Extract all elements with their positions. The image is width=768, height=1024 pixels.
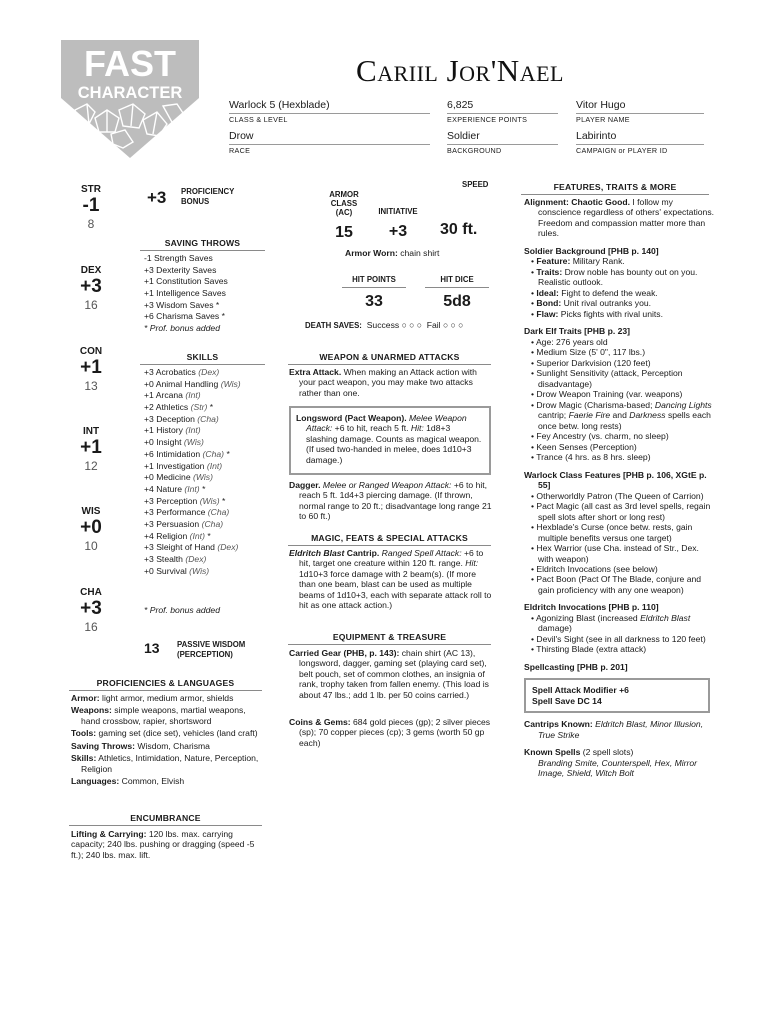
invocation: • Devil's Sight (see in all darkness to 120 feet) <box>531 633 706 644</box>
proficiencies-title: PROFICIENCIES & LANGUAGES <box>69 678 262 691</box>
death-save-fail-circles[interactable]: ○ ○ ○ <box>442 320 464 330</box>
skill-row <box>144 390 241 402</box>
skills-title: SKILLS <box>140 352 265 365</box>
spell-save-dc: Spell Save DC 14 <box>532 695 602 706</box>
saving-throws-list <box>144 253 228 335</box>
ability-str <box>62 184 120 232</box>
warlock-feature: • Pact Boon (Pact Of The Blade, conjure and gain proficiency with any one weapon) <box>531 574 702 595</box>
skill-modifier: +3 <box>144 413 154 424</box>
saving-throw-wis: +3 Wisdom Saves * <box>144 299 220 310</box>
skill-row <box>144 472 241 484</box>
ability-modifier: -1 <box>82 195 100 217</box>
saving-throw-cha: +6 Charisma Saves * <box>144 311 225 322</box>
elf-trait-drow-magic: • Drow Magic (Charisma-based; Dancing Lights cantrip; Faerie Fire and Darkness spells each once betw. long rests) <box>531 399 712 431</box>
skill-ability: (Int) <box>185 425 201 436</box>
skill-ability: (Int) <box>184 483 200 494</box>
alignment: Alignment: Chaotic Good. I follow my conscience regardless of others' expectations. Freedom and compassion matter more than rules. <box>524 197 714 239</box>
background-field <box>447 130 558 156</box>
soldier-bond: • Bond: Unit rival outranks you. <box>531 298 652 309</box>
saving-throw-str: -1 Strength Saves <box>144 253 213 263</box>
saving-throws-note: * Prof. bonus added <box>144 323 220 334</box>
invocation: • Thirsting Blade (extra attack) <box>531 644 647 655</box>
eldritch-blast: Eldritch Blast Cantrip. Ranged Spell Attack: +6 to hit, target one creature within 120 ft. range. Hit: 1d10+3 force damage with 2 beam(s). (If more than one beam, blast can be used as multiple beams of 1d10+3, each with separate attack roll to hit as one attack action.) <box>289 548 492 611</box>
skill-row <box>144 566 241 578</box>
skill-ability: (Cha) <box>202 448 225 459</box>
magic-title: MAGIC, FEATS & SPECIAL ATTACKS <box>288 533 491 546</box>
attacks-title: WEAPON & UNARMED ATTACKS <box>288 352 491 365</box>
initiative-value: +3 <box>388 222 408 240</box>
skill-ability: (Cha) <box>201 518 224 529</box>
prof-armor: Armor: light armor, medium armor, shields <box>71 693 234 703</box>
soldier-ideal: • Ideal: Fight to defend the weak. <box>531 287 658 298</box>
skill-name: Medicine <box>156 472 191 483</box>
skill-ability: (Wis) <box>193 472 213 483</box>
skill-row <box>144 461 241 473</box>
skill-modifier: +2 <box>144 402 154 413</box>
ability-modifier: +1 <box>80 357 102 379</box>
ability-score: 8 <box>87 217 95 232</box>
warlock-feature: • Hex Warrior (use Cha. instead of Str., Dex. with weapon) <box>531 543 699 564</box>
skill-name: Perception <box>156 495 198 506</box>
class-level-field <box>229 99 430 125</box>
skill-name: History <box>156 425 183 436</box>
ability-score: 10 <box>84 539 98 554</box>
skill-name: Animal Handling <box>155 378 219 389</box>
warlock-feature: • Eldritch Invocations (see below) <box>531 563 658 574</box>
race-label: RACE <box>229 146 251 155</box>
skill-ability: (Int) <box>185 390 201 401</box>
skill-row <box>144 542 241 554</box>
proficiency-bonus-label: PROFICIENCY BONUS <box>181 187 235 206</box>
extra-attack: Extra Attack. When making an Attack action with your pact weapon, you may make two attacks rather than one. <box>289 367 477 398</box>
skill-name: Deception <box>156 413 195 424</box>
skill-row <box>144 367 241 379</box>
skill-ability: (Cha) <box>207 507 230 518</box>
skill-ability: (Int) <box>206 460 223 471</box>
background-label: BACKGROUND <box>447 146 502 155</box>
skill-name: Acrobatics <box>155 367 196 377</box>
race-field <box>229 130 430 156</box>
spellcasting-header: Spellcasting [PHB p. 201] <box>524 661 628 672</box>
hit-points-value: 33 <box>365 292 383 310</box>
campaign-value: Labirinto <box>576 130 617 142</box>
skill-name: Nature <box>156 483 182 494</box>
skill-ability: (Dex) <box>217 542 239 553</box>
known-spells-list: Branding Smite, Counterspell, Hex, Mirror Image, Shield, Witch Bolt <box>538 757 698 779</box>
armor-class-value: 15 <box>335 223 353 241</box>
initiative: INITIATIVE +3 <box>370 208 426 241</box>
skill-modifier: +4 <box>144 530 154 541</box>
hit-dice-value: 5d8 <box>443 292 471 310</box>
skill-modifier: +0 <box>144 472 154 483</box>
known-spells: Known Spells (2 spell slots) <box>524 747 634 758</box>
skill-ability: (Wis) <box>199 495 220 506</box>
soldier-feature: • Feature: Military Rank. <box>531 256 625 267</box>
encumbrance-text: Lifting & Carrying: 120 lbs. max. carrying capacity; 240 lbs. pushing or dragging (speed -5 ft.); 240 lbs. max. lift. <box>71 829 255 860</box>
skill-name: Performance <box>156 507 206 518</box>
skill-proficient-mark: * <box>226 448 230 459</box>
skill-proficient-mark: * <box>209 402 214 413</box>
skill-name: Arcana <box>155 390 183 401</box>
elf-trait: • Superior Darkvision (120 feet) <box>531 357 651 368</box>
skill-ability: (Wis) <box>189 565 210 576</box>
skill-modifier: +1 <box>144 390 154 401</box>
passive-wisdom-value: 13 <box>144 640 160 656</box>
player-name-field <box>576 99 704 125</box>
elf-trait: • Sunlight Sensitivity (attack, Perception disadvantage) <box>531 368 683 389</box>
longsword-attack: Longsword (Pact Weapon). Melee Weapon Attack: +6 to hit, reach 5 ft. Hit: 1d8+3 slashing damage. Counts as magical weapon. (If used two-handed in melee, does 1d10+3 damage.) <box>296 413 482 465</box>
ability-modifier: +0 <box>80 517 102 539</box>
ability-name: WIS <box>81 506 101 517</box>
saving-throws-title: SAVING THROWS <box>140 238 265 251</box>
skill-name: Religion <box>156 530 188 541</box>
fast-character-logo <box>61 40 199 158</box>
player-name-label: PLAYER NAME <box>576 115 630 124</box>
death-saves: DEATH SAVES: Success ○ ○ ○ Fail ○ ○ ○ <box>305 320 464 330</box>
ability-dex <box>62 265 120 313</box>
class-level-label: CLASS & LEVEL <box>229 115 288 124</box>
skill-proficient-mark: * <box>207 530 211 541</box>
race-value: Drow <box>229 130 254 142</box>
skill-ability: (Int) <box>189 530 205 541</box>
logo-text-fast: FAST <box>83 43 177 84</box>
saving-throw-dex: +3 Dexterity Saves <box>144 264 217 275</box>
ability-int <box>62 426 120 474</box>
skill-name: Athletics <box>155 402 189 413</box>
speed-label: SPEED <box>462 180 489 189</box>
prof-languages: Languages: Common, Elvish <box>71 776 185 787</box>
skills-list <box>144 367 241 577</box>
elf-trait: • Trance (4 hrs. as 8 hrs. sleep) <box>531 452 651 463</box>
warlock-feature: • Pact Magic (all cast as 3rd level spells, regain spell slots after short or long rest) <box>531 501 711 522</box>
saving-throw-con: +1 Constitution Saves <box>144 276 228 287</box>
hit-dice: HIT DICE 5d8 <box>425 276 489 311</box>
ability-name: CHA <box>80 587 102 598</box>
prof-tools: Tools: gaming set (dice set), vehicles (land craft) <box>71 728 258 739</box>
skill-modifier: +3 <box>144 518 154 529</box>
longsword-box <box>289 406 491 475</box>
skill-proficient-mark: * <box>202 483 206 494</box>
prof-saving-throws: Saving Throws: Wisdom, Charisma <box>71 740 210 751</box>
ability-name: INT <box>82 426 100 437</box>
skill-name: Insight <box>156 437 182 448</box>
coins-gems: Coins & Gems: 684 gold pieces (gp); 2 silver pieces (sp); 70 copper pieces (cp); 3 gems (worth 50 gp each) <box>289 717 491 748</box>
elf-trait: • Age: 276 years old <box>531 336 608 347</box>
skill-modifier: +6 <box>144 448 154 459</box>
carried-gear: Carried Gear (PHB, p. 143): chain shirt (AC 13), longsword, dagger, gaming set (playing card set), belt pouch, set of common clothes, an insignia of rank, trophy taken from fallen enemy. (This load is about 47 lbs.; add 1 lb. per 50 coins carried.) <box>289 648 489 700</box>
skill-name: Stealth <box>156 554 183 564</box>
ability-name: CON <box>79 346 103 357</box>
warlock-feature: • Otherworldly Patron (The Queen of Carrion) <box>531 490 704 501</box>
invocations-header: Eldritch Invocations [PHB p. 110] <box>524 602 659 613</box>
ability-modifier: +3 <box>80 598 102 620</box>
skill-row <box>144 437 241 449</box>
elf-trait: • Medium Size (5' 0", 117 lbs.) <box>531 347 646 358</box>
dagger-attack: Dagger. Melee or Ranged Weapon Attack: +6 to hit, reach 5 ft. 1d4+3 piercing damage. (If thrown, normal range to 20 ft.; disadvantage long range 21 to 60 ft.) <box>289 480 492 522</box>
skill-name: Survival <box>156 565 187 576</box>
ability-modifier: +3 <box>80 276 102 298</box>
skill-proficient-mark: * <box>222 495 226 506</box>
skill-modifier: +0 <box>144 378 154 389</box>
character-name: Cariil Jor'Nael <box>356 53 564 88</box>
experience-value: 6,825 <box>447 99 474 111</box>
skill-row <box>144 402 241 414</box>
skill-ability: (Wis) <box>183 437 204 448</box>
ability-name: STR <box>81 184 101 195</box>
cantrips-known: Cantrips Known: Eldritch Blast, Minor Illusion, True Strike <box>524 719 704 740</box>
ability-score: 16 <box>84 620 98 635</box>
skill-row <box>144 531 241 543</box>
prof-weapons: Weapons: simple weapons, martial weapons, hand crossbow, rapier, shortsword <box>71 705 246 726</box>
warlock-header: Warlock Class Features [PHB p. 106, XGtE p. 55] <box>524 469 707 491</box>
invocation: • Agonizing Blast (increased Eldritch Blast damage) <box>531 612 691 634</box>
skill-name: Sleight of Hand <box>156 542 215 553</box>
elf-trait: • Drow Weapon Training (var. weapons) <box>531 389 683 400</box>
player-name-value: Vitor Hugo <box>576 99 626 111</box>
skill-modifier: +3 <box>144 507 154 518</box>
ability-name: DEX <box>80 265 102 276</box>
skill-row <box>144 554 241 566</box>
armor-class: ARMOR CLASS (AC) 15 <box>322 191 366 242</box>
logo-text-character: CHARACTER <box>77 84 183 102</box>
skill-ability: (Cha) <box>197 413 219 424</box>
ability-modifier: +1 <box>80 437 102 459</box>
skill-row <box>144 484 241 496</box>
encumbrance-title: ENCUMBRANCE <box>69 813 262 826</box>
skill-ability: (Str) <box>190 402 208 413</box>
armor-worn: Armor Worn: chain shirt <box>345 248 440 258</box>
elf-trait: • Keen Senses (Perception) <box>531 441 637 452</box>
proficiency-bonus-value: +3 <box>147 188 167 207</box>
saving-throw-int: +1 Intelligence Saves <box>144 288 226 299</box>
ability-wis <box>62 506 120 554</box>
elf-header: Dark Elf Traits [PHB p. 23] <box>524 326 631 337</box>
skill-row <box>144 425 241 437</box>
skill-modifier: +3 <box>144 367 154 377</box>
soldier-header: Soldier Background [PHB p. 140] <box>524 245 659 256</box>
prof-skills: Skills: Athletics, Intimidation, Nature, Perception, Religion <box>71 753 259 774</box>
elf-trait: • Fey Ancestry (vs. charm, no sleep) <box>531 431 669 442</box>
speed-value: 30 ft. <box>440 221 478 238</box>
ability-score: 13 <box>84 379 98 394</box>
skill-modifier: +0 <box>144 565 154 576</box>
skill-modifier: +0 <box>144 437 154 448</box>
skill-modifier: +4 <box>144 483 154 494</box>
spellcasting-box <box>524 678 710 713</box>
skill-row <box>144 449 241 461</box>
ability-con <box>62 346 120 394</box>
equipment-title: EQUIPMENT & TREASURE <box>288 632 491 645</box>
soldier-traits: • Traits: Drow noble has bounty out on you. Realistic outlook. <box>531 266 698 288</box>
skill-name: Intimidation <box>156 448 201 459</box>
soldier-flaw: • Flaw: Picks fights with rival units. <box>531 308 663 319</box>
class-level-value: Warlock 5 (Hexblade) <box>229 99 330 111</box>
spell-attack-modifier: Spell Attack Modifier +6 <box>532 685 629 696</box>
skill-row <box>144 379 241 391</box>
ability-score: 16 <box>84 298 98 313</box>
skill-modifier: +1 <box>144 425 154 436</box>
skill-row <box>144 414 241 426</box>
skill-modifier: +1 <box>144 460 154 471</box>
skill-modifier: +3 <box>144 542 154 553</box>
death-save-success-circles[interactable]: ○ ○ ○ <box>401 320 422 330</box>
features-list <box>524 197 714 779</box>
hit-points: HIT POINTS 33 <box>342 276 406 311</box>
passive-wisdom-label: PASSIVE WISDOM (PERCEPTION) <box>177 640 246 660</box>
experience-label: EXPERIENCE POINTS <box>447 115 528 124</box>
campaign-field <box>576 130 704 156</box>
proficiencies-block <box>71 693 263 789</box>
ability-score: 12 <box>84 459 98 474</box>
skill-modifier: +3 <box>144 554 154 564</box>
skill-ability: (Wis) <box>220 378 241 389</box>
skills-note: * Prof. bonus added <box>144 605 220 615</box>
skill-ability: (Dex) <box>185 554 207 564</box>
skill-ability: (Dex) <box>198 367 220 377</box>
skill-name: Persuasion <box>156 518 200 529</box>
background-value: Soldier <box>447 130 480 142</box>
ability-cha <box>62 587 120 635</box>
campaign-label: CAMPAIGN or PLAYER ID <box>576 146 668 155</box>
skill-modifier: +3 <box>144 495 154 506</box>
warlock-feature: • Hexblade's Curse (once betw. rests, gain multiple benefits versus one target) <box>531 522 693 543</box>
skill-row <box>144 519 241 531</box>
skill-name: Investigation <box>156 460 205 471</box>
skill-row <box>144 507 241 519</box>
features-title: FEATURES, TRAITS & MORE <box>521 182 709 195</box>
skill-row <box>144 496 241 508</box>
experience-field <box>447 99 558 125</box>
